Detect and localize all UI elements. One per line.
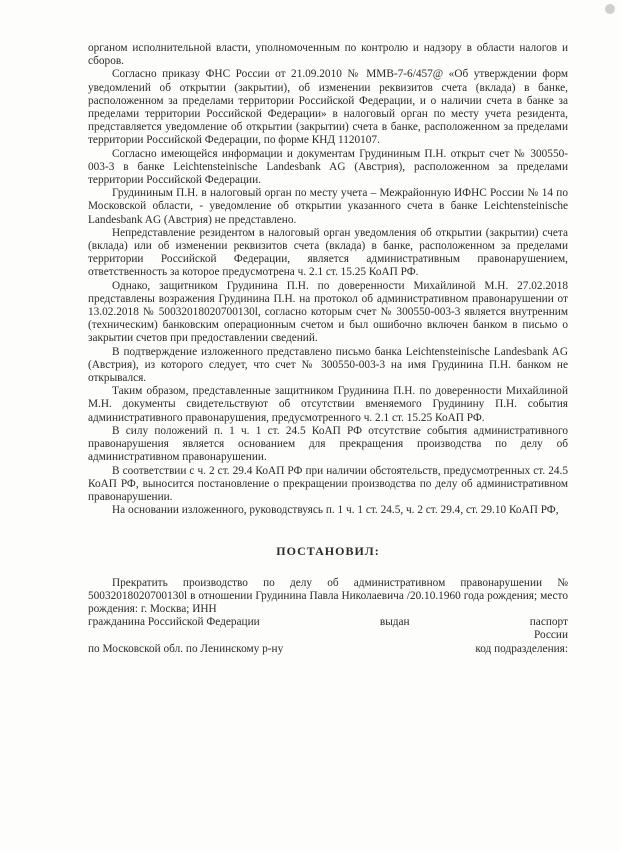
issuing-office-text: по Московской обл. по Ленинскому р-ну — [88, 642, 284, 655]
resolution-line-3 — [88, 616, 568, 629]
paragraph-9: В силу положений п. 1 ч. 1 ст. 24.5 КоАП РФ отсутствие события административного правонарушения является основанием для прекращения производства по делу об административном правонарушении. — [88, 424, 568, 464]
passport-label: паспорт — [529, 616, 568, 629]
division-code-label: код подразделения: — [475, 642, 568, 655]
paragraph-3: Согласно имеющейся информации и документам Грудининым П.Н. открыт счет № 300550-003-3 в банке Leichtensteinische Landesbank AG (Австрия), расположенном за пределами территории Российской Федерации. — [88, 147, 568, 187]
paragraph-11: На основании изложенного, руководствуясь п. 1 ч. 1 ст. 24.5, ч. 2 ст. 29.4, ст. 29.10 КоАП РФ, — [112, 504, 559, 517]
scan-mark — [605, 4, 615, 14]
paragraph-7: В подтверждение изложенного представлено письмо банка Leichtensteinische Landesbank AG (Австрия), из которого следует, что счет № 300550-003-3 на имя Грудинина П.Н. банком не открывался. — [88, 345, 568, 385]
paragraph-1: органом исполнительной власти, уполномоченным по контролю и надзору в области налогов и сборов. — [88, 42, 568, 68]
paragraph-2: Согласно приказу ФНС России от 21.09.2010 № ММВ-7-6/457@ «Об утверждении форм уведомлений об открытии (закрытии), об изменении реквизитов счета (вклада) в банке, расположенном за пределами территории Российской Федерации, и о наличии счета в банке за пределами территории Российской Федерации» в налоговый орган по месту учета резидента, представляется уведомление об открытии (закрытии) счета в банке, расположенном за пределами территории Российской Федерации, по форме КНД 1120107. — [88, 68, 568, 147]
resolution-line-3b — [88, 629, 568, 642]
document-body — [88, 42, 568, 656]
paragraph-6: Однако, защитником Грудинина П.Н. по доверенности Михайлиной М.Н. 27.02.2018 представлены возражения Грудинина П.Н. на протокол об административном правонарушении от 13.02.2018 № 50032018020700130l, согласно которым счет № 300550-003-3 является внутренним (техническим) банковским операционным счетом и был ошибочно включен банком в письмо о закрытии счетов при предоставлении сведений. — [88, 279, 568, 345]
country-text: России — [533, 629, 568, 642]
resolution-paragraph: Прекратить производство по делу об административном правонарушении № 50032018020700130l в отношении Грудинина Павла Николаевича /20.10.1960 года рождения; место рождения: г. Москва; ИНН — [88, 576, 568, 615]
paragraph-10: В соответствии с ч. 2 ст. 29.4 КоАП РФ при наличии обстоятельств, предусмотренных ст. 24.5 КоАП РФ, выносится постановление о прекращении производства по делу об административном правонарушении. — [88, 464, 568, 503]
section-heading: ПОСТАНОВИЛ: — [276, 544, 380, 559]
citizenship-text: гражданина Российской Федерации — [88, 616, 260, 629]
paragraph-8: Таким образом, представленные защитником Грудинина П.Н. по доверенности Михайлиной М.Н. документы свидетельствуют об отсутствии вменяемого Грудинину П.Н. события административного правонарушения, предусмотренного ч. 2.1 ст. 15.25 КоАП РФ. — [88, 385, 568, 424]
issued-label: выдан — [379, 616, 410, 629]
paragraph-4: Грудининым П.Н. в налоговый орган по месту учета – Межрайонную ИФНС России № 14 по Московской области, - уведомление об открытии указанного счета в банке Leichtensteinische Landesbank AG (Австрия) не представлено. — [88, 187, 568, 226]
paragraph-5: Непредставление резидентом в налоговый орган уведомления об открытии (закрытии) счета (вклада) или об изменении реквизитов счета (вклада) в банке, расположенном за пределами территории Российской Федерации, является административным правонарушением, ответственность за которое предусмотрена ч. 2.1 ст. 15.25 КоАП РФ. — [88, 226, 568, 279]
resolution-line-4 — [88, 643, 568, 656]
